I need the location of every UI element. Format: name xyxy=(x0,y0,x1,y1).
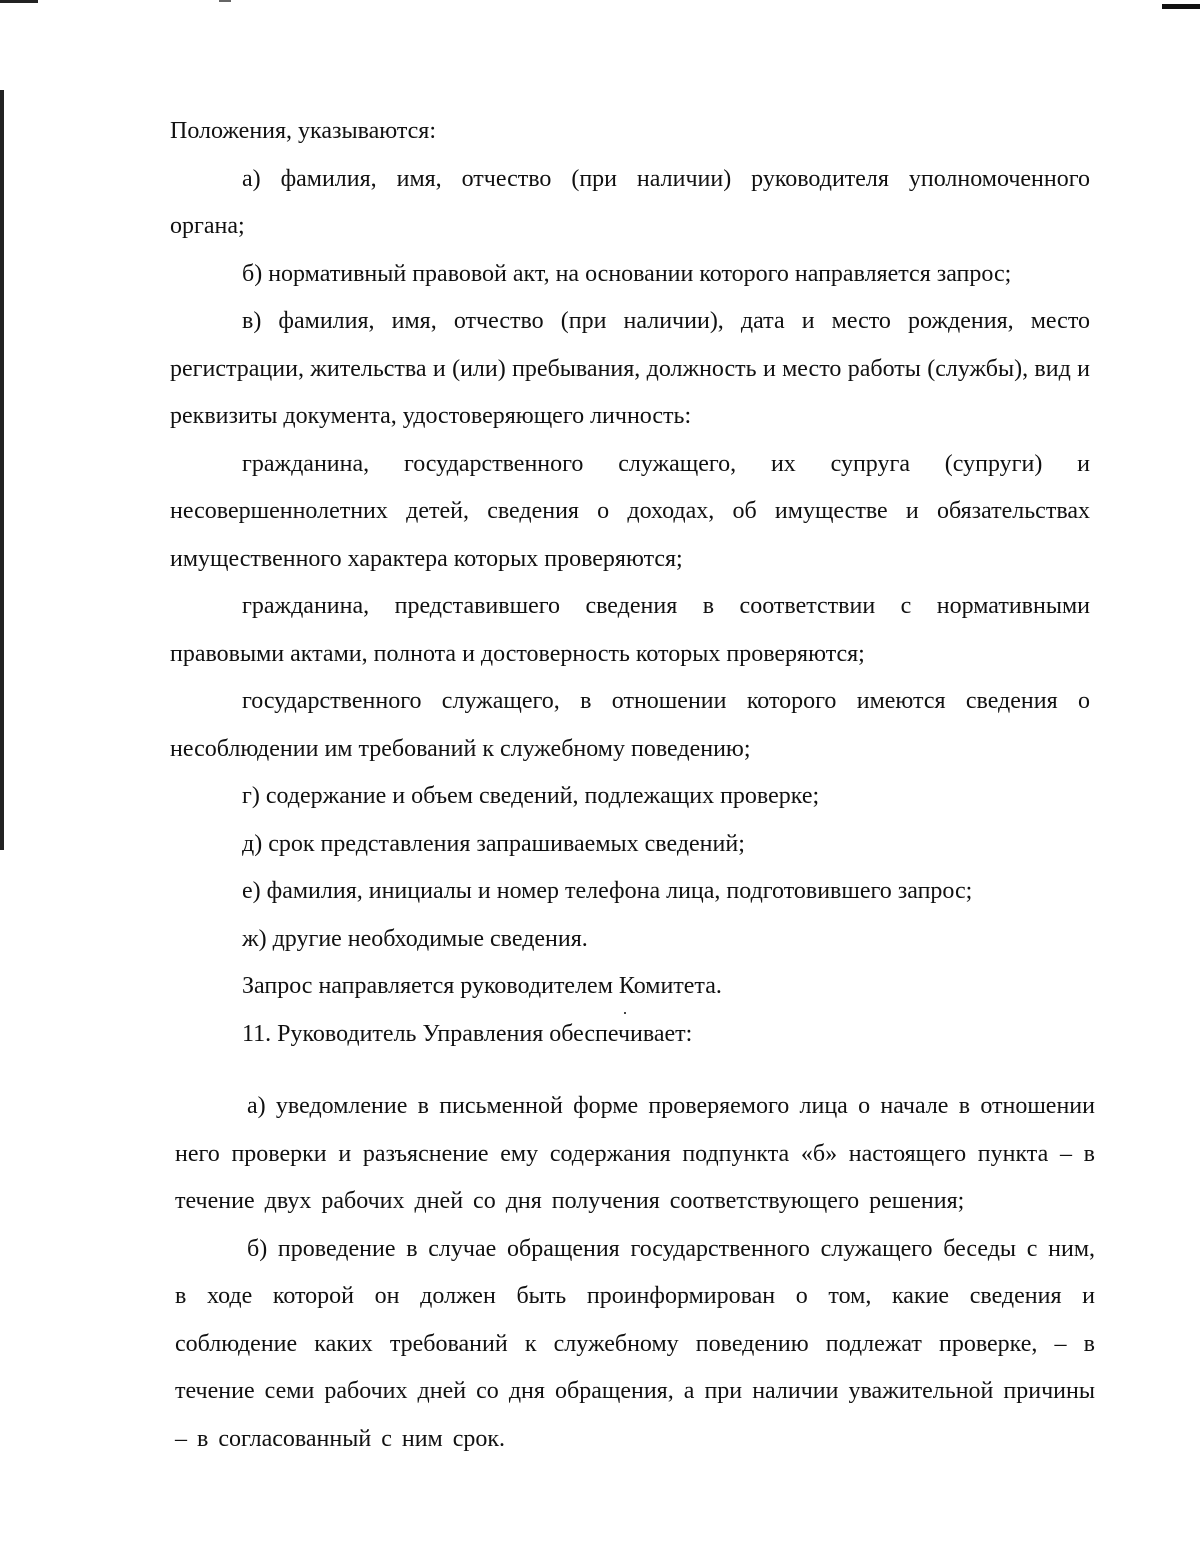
document-body-bottom xyxy=(175,1083,1095,1463)
paragraph-item-d: д) срок представления запрашиваемых сведений; xyxy=(242,830,745,857)
paragraph-intro: Положения, указываются: xyxy=(170,118,437,144)
scan-artifact xyxy=(219,0,231,2)
paragraph-item-g: г) содержание и объем сведений, подлежащих проверке; xyxy=(242,783,820,809)
paragraph-item-zh: ж) другие необходимые сведения. xyxy=(242,925,588,952)
paragraph-citizen-servant: гражданина, государственного служащего, их супруга (супруги) и несовершеннолетних детей, сведения о доходах, об имуществе и обязательствах имущественного характера которых проверяются; xyxy=(170,450,1090,572)
paragraph-item-v: в) фамилия, имя, отчество (при наличии), дата и место рождения, место регистрации, жительства и (или) пребывания, должность и место работы (службы), вид и реквизиты документа, удостоверяющего личность: xyxy=(170,308,1090,429)
scan-artifact xyxy=(0,0,38,3)
paragraph-item-a: а) фамилия, имя, отчество (при наличии) руководителя уполномоченного органа; xyxy=(170,165,1090,239)
paragraph-citizen-info: гражданина, представившего сведения в соответствии с нормативными правовыми актами, полнота и достоверность которых проверяются; xyxy=(170,593,1090,667)
document-body-top xyxy=(170,108,1090,1058)
paragraph-section-11: 11. Руководитель Управления обеспечивает: xyxy=(242,1020,693,1047)
scan-artifact xyxy=(1162,4,1200,9)
scan-artifact xyxy=(0,90,4,850)
paragraph-request-sent: Запрос направляется руководителем Комитета. xyxy=(242,973,722,999)
paragraph-11-a: а) уведомление в письменной форме проверяемого лица о начале в отношении него проверки и разъяснение ему содержания подпункта «б» настоящего пункта – в течение двух рабочих дней со дня получения соответствующего решения; xyxy=(175,1093,1095,1214)
paragraph-servant-conduct: государственного служащего, в отношении которого имеются сведения о несоблюдении им требований к служебному поведению; xyxy=(170,688,1090,762)
paragraph-item-b: б) нормативный правовой акт, на основании которого направляется запрос; xyxy=(242,260,1012,287)
paragraph-item-e: е) фамилия, инициалы и номер телефона лица, подготовившего запрос; xyxy=(242,878,973,904)
paragraph-11-b: б) проведение в случае обращения государственного служащего беседы с ним, в ходе которой он должен быть проинформирован о том, какие сведения и соблюдение каких требований к служебному поведению подлежат проверке, – в течение семи рабочих дней со дня обращения, а при наличии уважительной причины – в согласованный с ним срок. xyxy=(175,1235,1095,1452)
